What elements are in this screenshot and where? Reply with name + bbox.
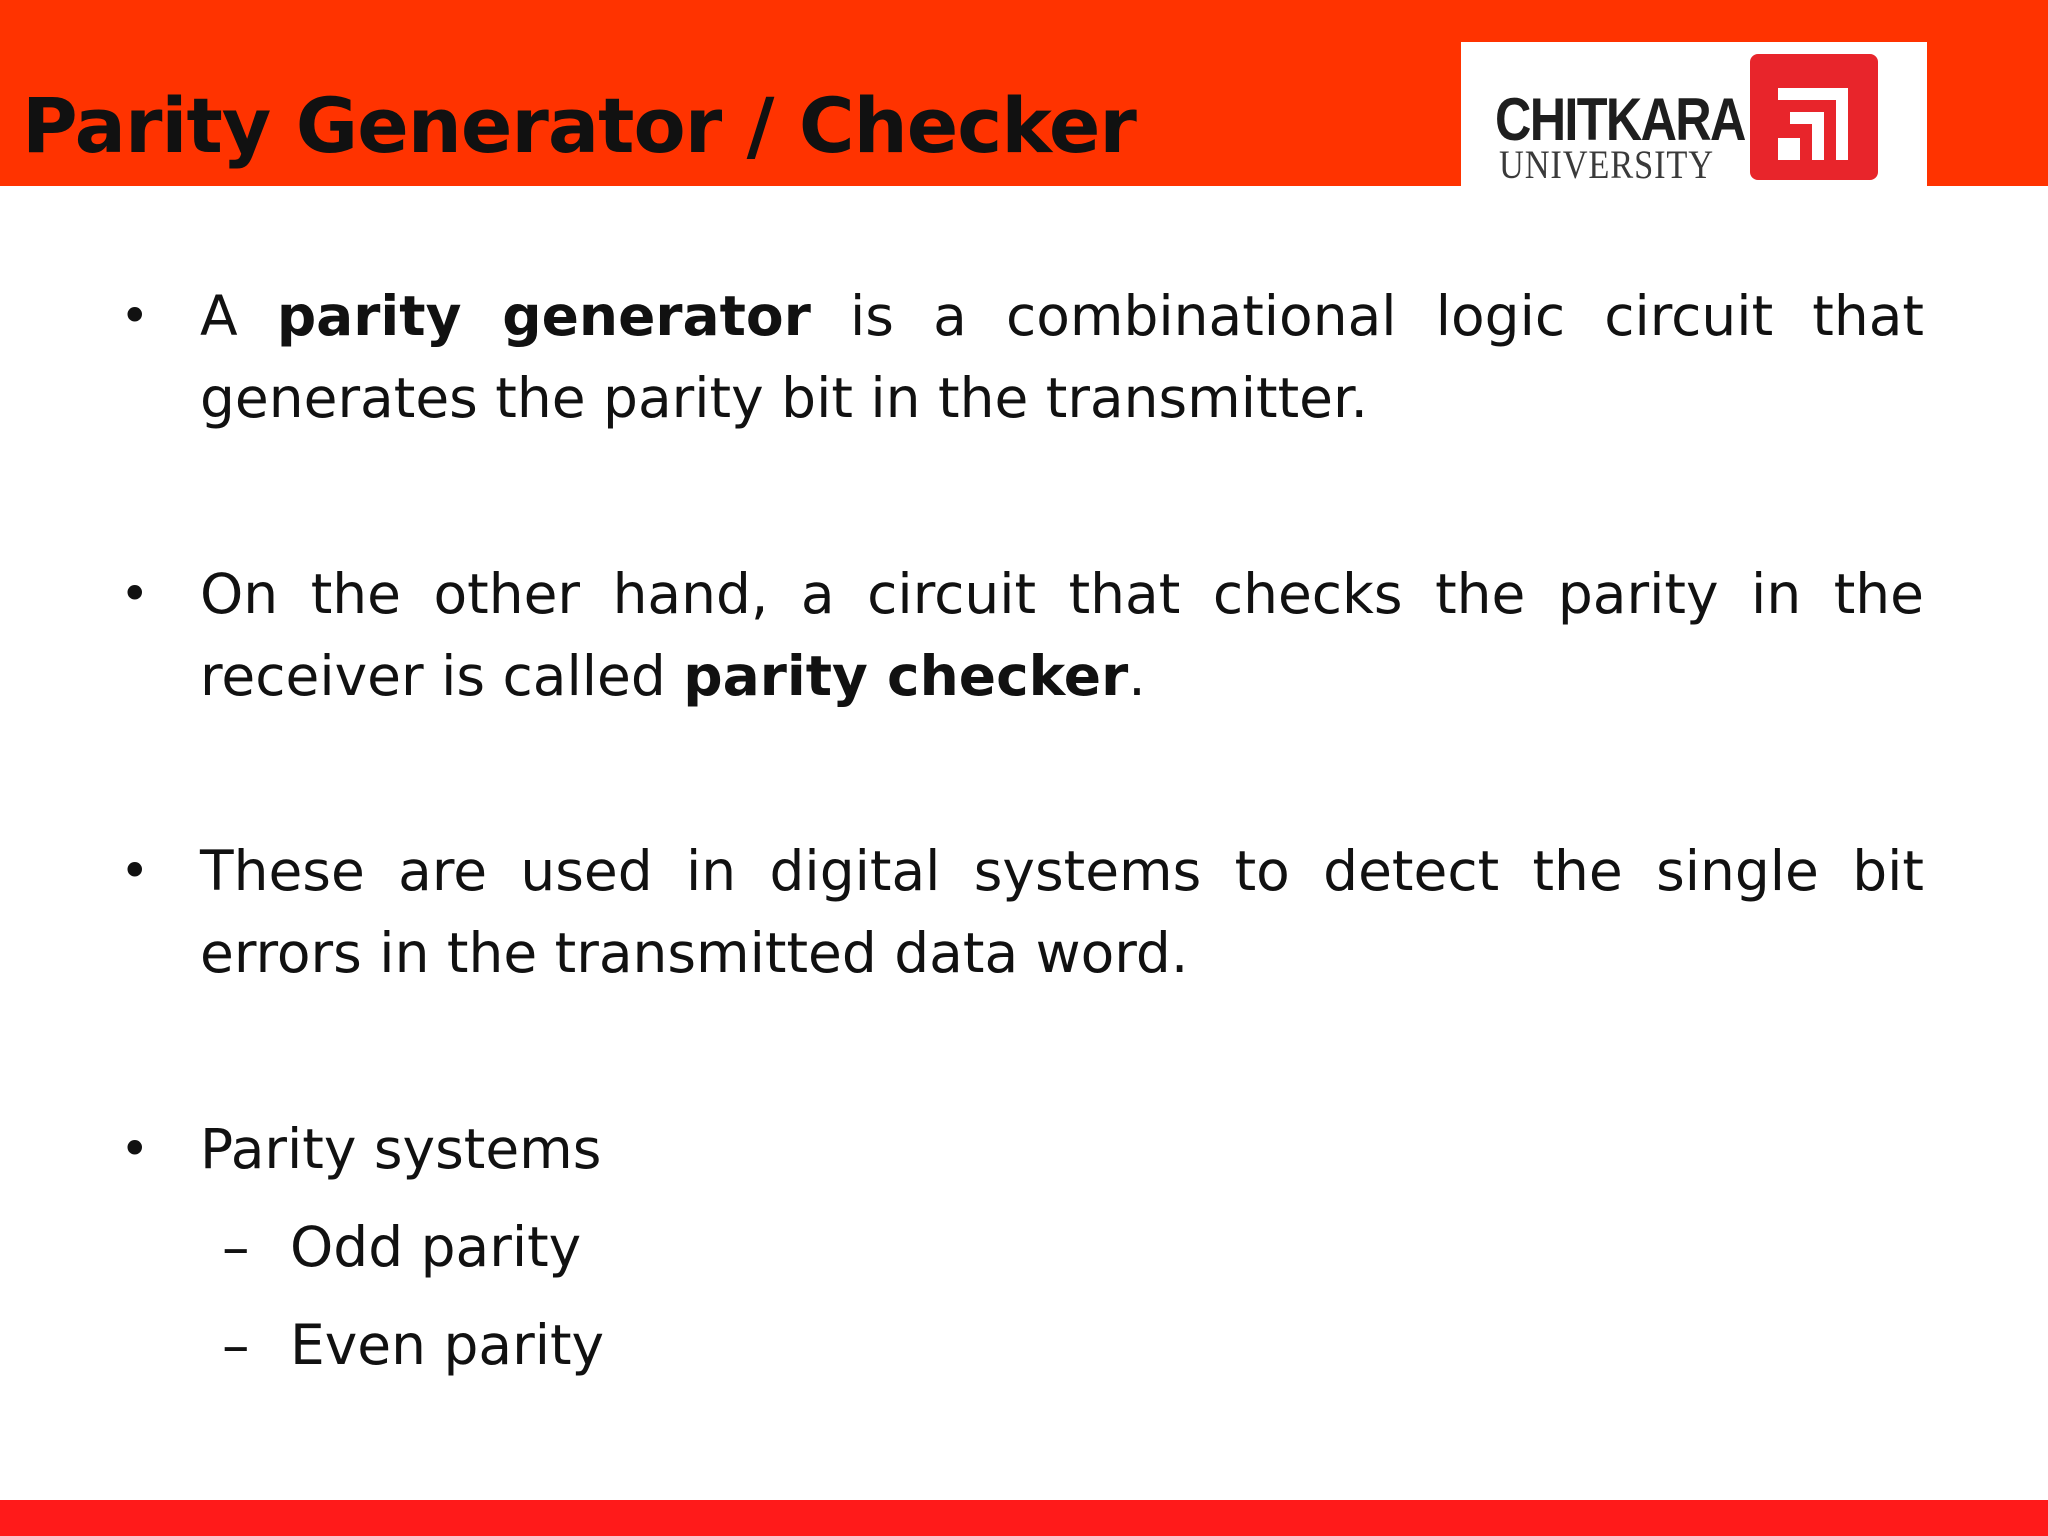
bullet-text-post: is a combinational logic circuit that generates the parity bit in the transmitter. <box>200 284 1924 430</box>
sub-item-odd-parity: Odd parity <box>290 1215 582 1279</box>
bullet-marker: • <box>120 1120 150 1178</box>
sub-bullet-marker: – <box>222 1313 250 1377</box>
bullet-parity-checker <box>200 553 1924 717</box>
sub-item-even-parity: Even parity <box>290 1313 605 1377</box>
bullet-parity-generator <box>200 275 1924 439</box>
sub-bullet-marker: – <box>222 1215 250 1279</box>
bullet-marker: • <box>120 565 150 623</box>
slide-title: Parity Generator / Checker <box>22 81 1136 170</box>
bullet-marker: • <box>120 287 150 345</box>
bullet-text-pre: A <box>200 284 277 348</box>
logo-subtitle: UNIVERSITY <box>1499 142 1714 187</box>
bullet-term-bold: parity generator <box>276 284 811 348</box>
bullet-marker: • <box>120 842 150 900</box>
logo-wordmark: CHITKARA <box>1495 86 1745 153</box>
bullet-text-post: . <box>1128 644 1146 708</box>
bullet-text-pre: On the other hand, a circuit that checks the parity in the receiver is called <box>200 562 1924 708</box>
bullet-term-bold: parity checker <box>683 644 1129 708</box>
footer-band <box>0 1500 2048 1536</box>
bullet-parity-systems: Parity systems <box>200 1117 602 1181</box>
bullet-usage: These are used in digital systems to detect the single bit errors in the transmitted data word. <box>200 839 1924 985</box>
